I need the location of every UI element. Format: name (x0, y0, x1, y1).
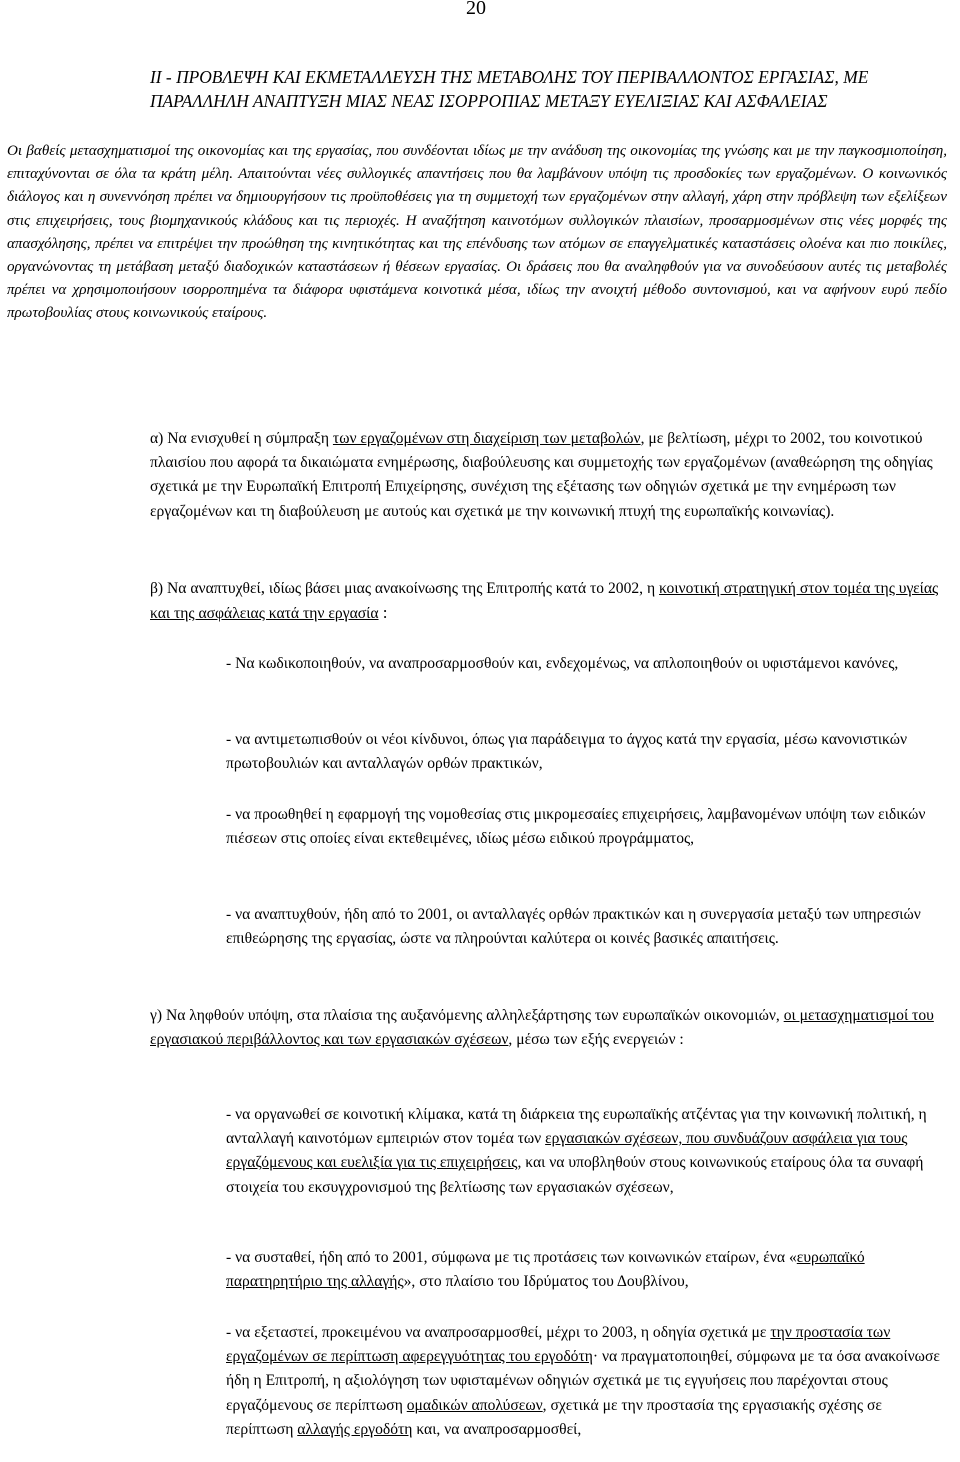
item-a-rest: , με βελτίωση, μέχρι το 2002, του κοινοτικού πλαισίου που αφορά τα δικαιώματα ενημέρωσης, διαβούλευσης και συμμετοχής των εργαζομένων (αναθεώρηση της οδηγίας σχετικά με την Ευρωπαϊκή Επιτροπή Επιχείρησης, συνέχιση της εξέτασης των οδηγιών σχετικά με την ενημέρωση των εργαζομένων και τη διαβούλευση με αυτούς και σχετικά με την κοινωνική πτυχή της ευρωπαϊκής κοινωνίας). (150, 430, 933, 520)
bullet-c-3-underlined-1: την προστασία των εργαζομένων σε περίπτωση αφερεγγυότητας του εργοδότη (226, 1324, 891, 1366)
item-a-underlined: των εργαζομένων στη διαχείριση των μεταβολών (332, 430, 641, 447)
item-a-prefix: α) Να ενισχυθεί η σύμπραξη (150, 430, 333, 447)
bullet-c-3-underlined-3: αλλαγής εργοδότη (297, 1420, 413, 1438)
bullet-b-1: - Να κωδικοποιηθούν, να αναπροσαρμοσθούν και, ενδεχομένως, να απλοποιηθούν οι υφιστάμενοι κανόνες, (226, 655, 899, 672)
item-b (150, 576, 942, 626)
bullet-c-3-mid-1: · να πραγματοποιηθεί, σύμφωνα με τα όσα ανακοίνωσε ήδη η Επιτροπή, η αξιολόγηση των υφισταμένων οδηγιών σχετικά με τις εγγυήσεις που παρέχονται στους εργαζόμενους σε περίπτωση (226, 1348, 940, 1414)
item-c (150, 1004, 942, 1052)
bullet-c-1-underlined: εργασιακών σχέσεων, που συνδυάζουν ασφάλεια για τους εργαζόμενους και ευελιξία για τις επιχειρήσεις (226, 1130, 908, 1172)
item-b-comma: , (260, 578, 265, 597)
bullet-c-2-underlined: ευρωπαϊκό παρατηρητήριο της αλλαγής (226, 1249, 865, 1291)
bullet-c-2 (226, 1246, 942, 1294)
item-b-prefix-2: ιδίως βάσει μιας ανακοίνωσης της Επιτροπής κατά το 2002, η (265, 580, 660, 597)
item-c-rest: , μέσω των εξής ενεργειών : (508, 1031, 684, 1049)
bullet-b-2: - να αντιμετωπισθούν οι νέοι κίνδυνοι, όπως για παράδειγμα το άγχος κατά την εργασία, μέσω κανονιστικών πρωτοβουλιών και ανταλλαγών ορθών πρακτικών, (226, 731, 908, 773)
bullet-b-4: - να αναπτυχθούν, ήδη από το 2001, οι ανταλλαγές ορθών πρακτικών και η συνεργασία μεταξύ των υπηρεσιών επιθεώρησης της εργασίας, ώστε να πληρούνται καλύτερα οι κοινές βασικές απαιτήσεις. (226, 906, 921, 948)
bullet-c-3 (226, 1321, 942, 1442)
bullet-c-3-prefix: - να εξεταστεί, προκειμένου να αναπροσαρμοσθεί, μέχρι το 2003, η οδηγία σχετικά με (226, 1324, 771, 1341)
item-b-prefix-1: β) Να αναπτυχθεί (150, 580, 261, 597)
item-b-underlined: κοινοτική στρατηγική στον τομέα της υγείας και της ασφάλειας κατά την εργασία (150, 580, 939, 623)
item-a (150, 427, 942, 524)
bullet-c-3-underlined-2: ομαδικών απολύσεων (406, 1396, 543, 1414)
intro-paragraph: Οι βαθείς μετασχηματισμοί της οικονομίας και της εργασίας, που συνδέονται ιδίως με την ανάδυση της οικονομίας της γνώσης και με την παγκοσμιοποίηση, επιταχύνονται σε όλα τα κράτη μέλη. Απαιτούνται νέες συλλογικές απαντήσεις που θα λαμβάνουν υπόψη τις προσδοκίες των εργαζομένων. Ο κοινωνικός διάλογος και η συνεννόηση πρέπει να δημιουργήσουν τις προϋποθέσεις για τη συμμετοχή των εργαζομένων στην αλλαγή, χάρη στην πρόβλεψη των εξελίξεων στις επιχειρήσεις, τους βιομηχανικούς κλάδους και τις περιοχές. Η αναζήτηση καινοτόμων συλλογικών πλαισίων, προσαρμοσμένων στις νέες μορφές της απασχόλησης, πρέπει να επιτρέψει την προώθηση της κινητικότητας και της επένδυσης των ατόμων σε επαγγελματικές καταστάσεις ολοένα και πιο ποικίλες, οργανώνοντας τη μετάβαση μεταξύ διαδοχικών καταστάσεων ή θέσεων εργασίας. Οι δράσεις που θα αναληφθούν για να συνοδεύσουν αυτές τις μεταβολές πρέπει να χρησιμοποιήσουν ισορροπημένα τα διάφορα υφιστάμενα κοινοτικά μέσα, ιδίως την ανοιχτή μέθοδο συντονισμού, και να αφήνουν ευρύ πεδίο πρωτοβουλίας στους κοινωνικούς εταίρους. (7, 143, 947, 322)
bullet-c-2-rest: », στο πλαίσιο του Ιδρύματος του Δουβλίνου, (403, 1273, 689, 1291)
bullet-c-1-prefix: - να οργανωθεί σε κοινοτική κλίμακα, κατά τη διάρκεια της ευρωπαϊκής ατζέντας για την κοινωνική πολιτική, η ανταλλαγή καινοτόμων εμπειριών στον τομέα των (226, 1106, 927, 1148)
bullet-c-1 (226, 1103, 942, 1200)
page-number: 20 (466, 0, 486, 19)
item-c-underlined: οι μετασχηματισμοί του εργασιακού περιβάλλοντος και των εργασιακών σχέσεων (150, 1007, 934, 1049)
item-c-prefix: γ) Να ληφθούν υπόψη, στα πλαίσια της αυξανόμενης αλληλεξάρτησης των ευρωπαϊκών οικονομιών, (150, 1007, 784, 1024)
item-b-colon: : (378, 603, 388, 623)
bullet-c-3-rest: και, να αναπροσαρμοσθεί, (412, 1420, 582, 1438)
bullet-b-3: - να προωθηθεί η εφαρμογή της νομοθεσίας στις μικρομεσαίες επιχειρήσεις, λαμβανομένων υπόψη των ειδικών πιέσεων στις οποίες είναι εκτεθειμένες, ιδίως μέσω ειδικού προγράμματος, (226, 806, 926, 848)
bullet-c-1-rest: , και να υποβληθούν στους κοινωνικούς εταίρους όλα τα συναφή στοιχεία του εκσυγχρονισμού της βελτίωσης των εργασιακών σχέσεων, (226, 1154, 924, 1196)
bullet-c-3-mid-2: , σχετικά με την προστασία της εργασιακής σχέσης σε περίπτωση (226, 1396, 882, 1438)
bullet-c-2-prefix: - να συσταθεί, ήδη από το 2001, σύμφωνα με τις προτάσεις των κοινωνικών εταίρων, ένα « (226, 1249, 797, 1266)
section-heading: II - ΠΡΟΒΛΕΨΗ ΚΑΙ ΕΚΜΕΤΑΛΛΕΥΣΗ ΤΗΣ ΜΕΤΑΒΟΛΗΣ ΤΟΥ ΠΕΡΙΒΑΛΛΟΝΤΟΣ ΕΡΓΑΣΙΑΣ, ΜΕ ΠΑΡΑΛΛΗΛΗ ΑΝΑΠΤΥΞΗ ΜΙΑΣ ΝΕΑΣ ΙΣΟΡΡΟΠΙΑΣ ΜΕΤΑΞΥ ΕΥΕΛΙΞΙΑΣ ΚΑΙ ΑΣΦΑΛΕΙΑΣ (150, 67, 869, 111)
